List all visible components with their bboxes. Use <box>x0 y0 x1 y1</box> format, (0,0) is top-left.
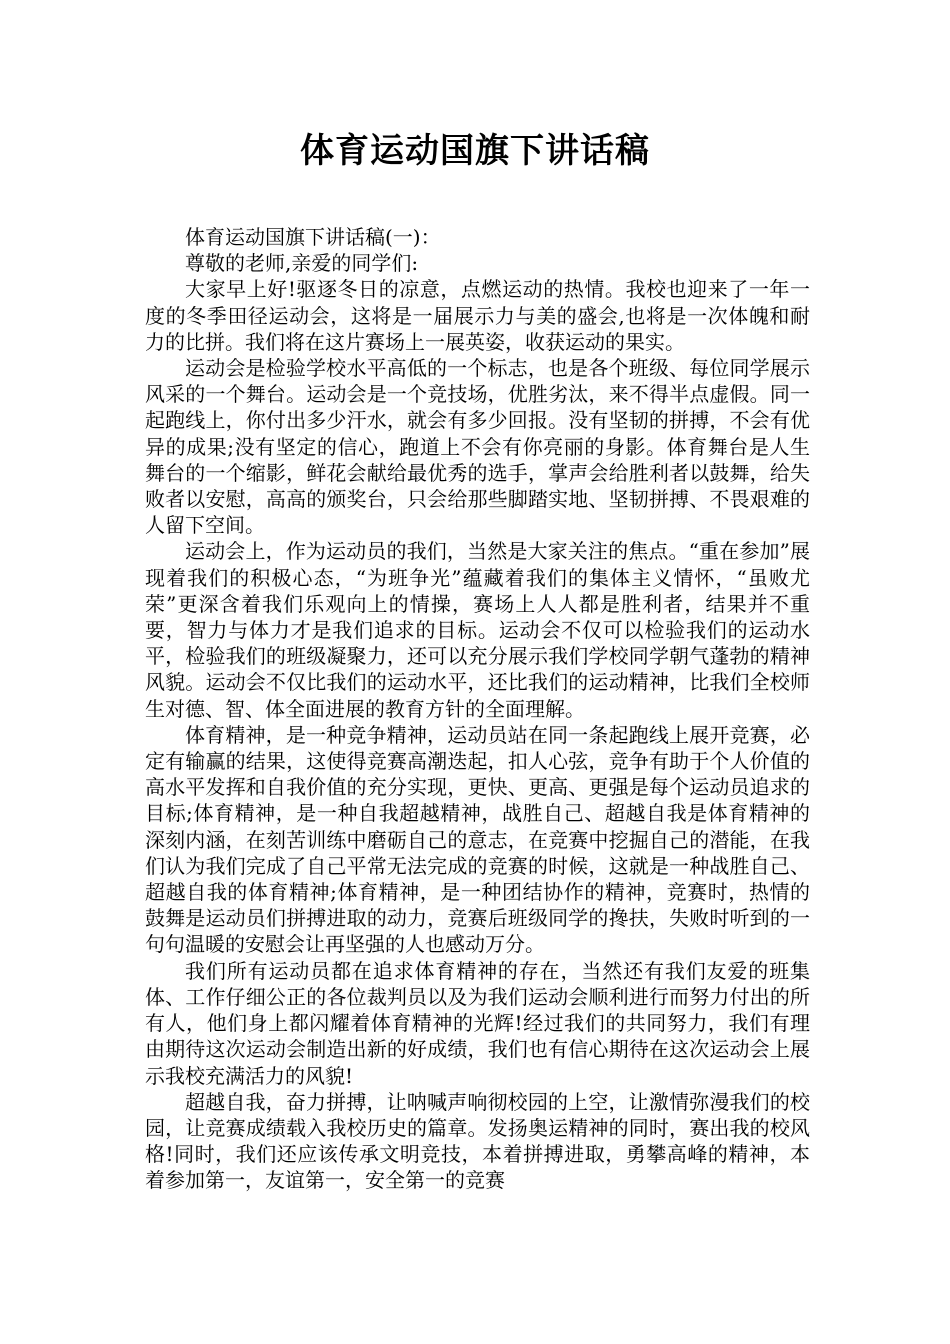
body-paragraph: 大家早上好!驱逐冬日的凉意，点燃运动的热情。我校也迎来了一年一度的冬季田径运动会，这将是一届展示力与美的盛会,也将是一次体魄和耐力的比拼。我们将在这片赛场上一展英姿，收获运动的果实。 <box>145 277 810 354</box>
document-title: 体育运动国旗下讲话稿 <box>300 131 650 171</box>
greeting-line: 尊敬的老师,亲爱的同学们: <box>185 251 419 276</box>
subtitle-line: 体育运动国旗下讲话稿(一)： <box>185 225 441 249</box>
body-paragraph: 运动会上，作为运动员的我们，当然是大家关注的焦点。“重在参加”展现着我们的积极心态，“为班争光”蕴藏着我们的集体主义情怀，“虽败尤荣”更深含着我们乐观向上的情操，赛场上人人都是胜利者，结果并不重要，智力与体力才是我们追求的目标。运动会不仅可以检验我们的运动水平，检验我们的班级凝聚力，还可以充分展示我们学校同学朝气蓬勃的精神风貌。运动会不仅比我们的运动水平，还比我们的运动精神，比我们全校师生对德、智、体全面进展的教育方针的全面理解。 <box>145 539 810 721</box>
body-paragraph: 超越自我，奋力拼搏，让呐喊声响彻校园的上空，让激情弥漫我们的校园，让竞赛成绩载入我校历史的篇章。发扬奥运精神的同时，赛出我的校风格!同时，我们还应该传承文明竞技，本着拼搏进取，勇攀高峰的精神，本着参加第一，友谊第一，安全第一的竞赛 <box>145 1089 810 1193</box>
body-paragraph: 运动会是检验学校水平高低的一个标志，也是各个班级、每位同学展示风采的一个舞台。运动会是一个竞技场，优胜劣汰，来不得半点虚假。同一起跑线上，你付出多少汗水，就会有多少回报。没有坚韧的拼搏，不会有优异的成果;没有坚定的信心，跑道上不会有你亮丽的身影。体育舞台是人生舞台的一个缩影，鲜花会献给最优秀的选手，掌声会给胜利者以鼓舞，给失败者以安慰，高高的颁奖台，只会给那些脚踏实地、坚韧拼搏、不畏艰难的人留下空间。 <box>145 356 810 538</box>
body-paragraph: 体育精神，是一种竞争精神，运动员站在同一条起跑线上展开竞赛，必定有输赢的结果，这使得竞赛高潮迭起，扣人心弦，竞争有助于个人价值的高水平发挥和自我价值的充分实现，更快、更高、更强是每个运动员追求的目标;体育精神，是一种自我超越精神，战胜自己、超越自我是体育精神的深刻内涵，在刻苦训练中磨砺自己的意志，在竞赛中挖掘自己的潜能，在我们认为我们完成了自己平常无法完成的竞赛的时候，这就是一种战胜自己、超越自我的体育精神;体育精神，是一种团结协作的精神，竞赛时，热情的鼓舞是运动员们拼搏进取的动力，竞赛后班级同学的搀扶，失败时听到的一句句温暖的安慰会让再坚强的人也感动万分。 <box>145 722 810 957</box>
document-body <box>145 224 810 1194</box>
body-paragraph: 我们所有运动员都在追求体育精神的存在，当然还有我们友爱的班集体、工作仔细公正的各位裁判员以及为我们运动会顺利进行而努力付出的所有人，他们身上都闪耀着体育精神的光辉!经过我们的共同努力，我们有理由期待这次运动会制造出新的好成绩，我们也有信心期待在这次运动会上展示我校充满活力的风貌! <box>145 958 810 1088</box>
